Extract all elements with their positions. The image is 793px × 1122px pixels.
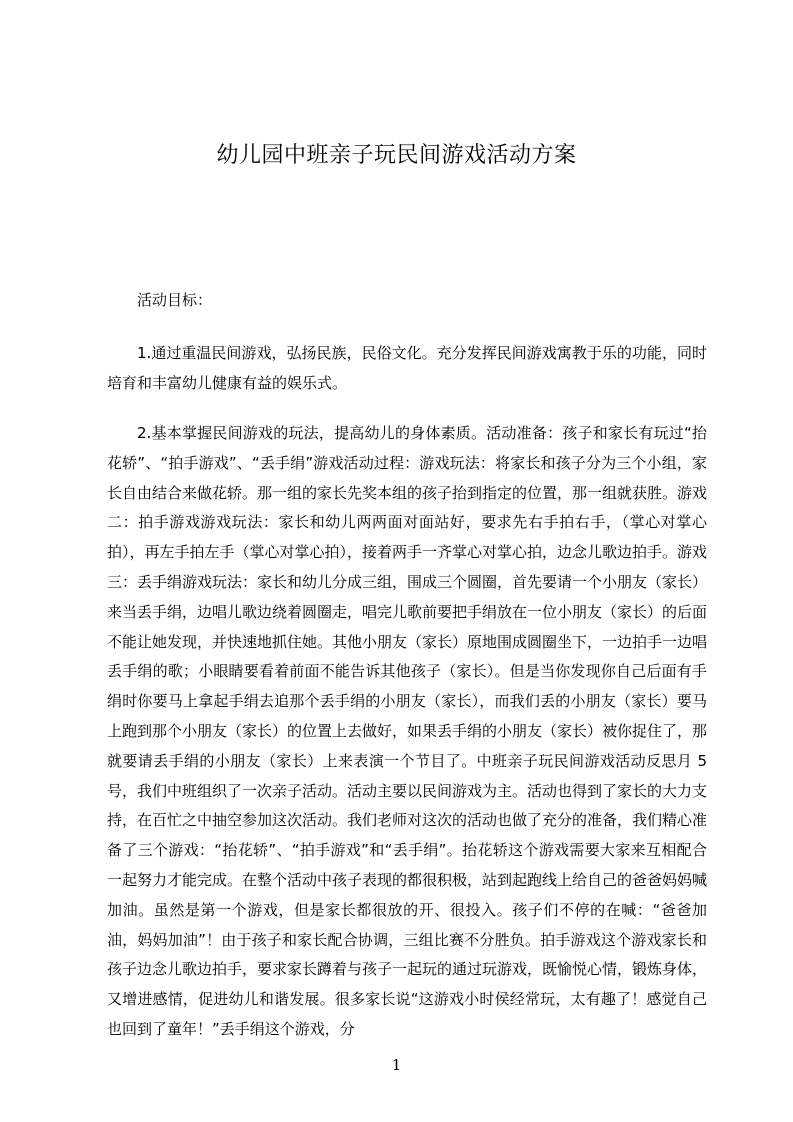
document-title: 幼儿园中班亲子玩民间游戏活动方案 — [216, 143, 577, 168]
paragraph-goal-2: 2.基本掌握民间游戏的玩法，提高幼儿的身体素质。活动准备：孩子和家长有玩过“抬花轿”、“拍手游戏”、“丢手绢”游戏活动过程：游戏玩法：将家长和孩子分为三个小组，家长自由结合来做花轿。那一组的家长先奖本组的孩子抬到指定的位置，那一组就获胜。游戏二：拍手游戏游戏玩法：家长和幼儿两两面对面站好，要求先右手拍右手，（掌心对掌心拍），再左手拍左手（掌心对掌心拍），接着两手一齐掌心对掌心拍，边念儿歌边拍手。游戏三：丢手绢游戏玩法：家长和幼儿分成三组，围成三个圆圈，首先要请一个小朋友（家长）来当丢手绢，边唱儿歌边绕着圆圈走，唱完儿歌前要把手绢放在一位小朋友（家长）的后面不能让她发现，并快速地抓住她。其他小朋友（家长）原地围成圆圈坐下，一边拍手一边唱丢手绢的歌；小眼睛要看着前面不能告诉其他孩子（家长）。但是当你发现你自己后面有手绢时你要马上拿起手绢去追那个丢手绢的小朋友（家长），而我们丢的小朋友（家长）要马上跑到那个小朋友（家长）的位置上去做好，如果丢手绢的小朋友（家长）被你捉住了，那就要请丢手绢的小朋友（家长）上来表演一个节目了。中班亲子玩民间游戏活动反思月 5 号，我们中班组织了一次亲子活动。活动主要以民间游戏为主。活动也得到了家长的大力支持，在百忙之中抽空参加这次活动。我们老师对这次的活动也做了充分的准备，我们精心准备了三个游戏：“抬花轿”、“拍手游戏”和“丢手绢”。抬花轿这个游戏需要大家来互相配合一起努力才能完成。在整个活动中孩子表现的都很积极，站到起跑线上给自己的爸爸妈妈喊加油。虽然是第一个游戏，但是家长都很放的开、很投入。孩子们不停的在喊：“爸爸加油，妈妈加油”！由于孩子和家长配合协调，三组比赛不分胜负。拍手游戏这个游戏家长和孩子边念儿歌边拍手，要求家长蹲着与孩子一起玩的通过玩游戏，既愉悦心情，锻炼身体，又增进感情，促进幼儿和谐发展。很多家长说“这游戏小时侯经常玩，太有趣了！感觉自己也回到了童年！”丢手绢这个游戏，分 — [107, 424, 708, 1038]
paragraph-goal-1: 1.通过重温民间游戏，弘扬民族，民俗文化。充分发挥民间游戏寓教于乐的功能，同时培育和丰富幼儿健康有益的娱乐式。 — [107, 344, 707, 392]
page-number: 1 — [391, 1056, 402, 1074]
section-heading-activity-goals: 活动目标： — [137, 291, 213, 309]
